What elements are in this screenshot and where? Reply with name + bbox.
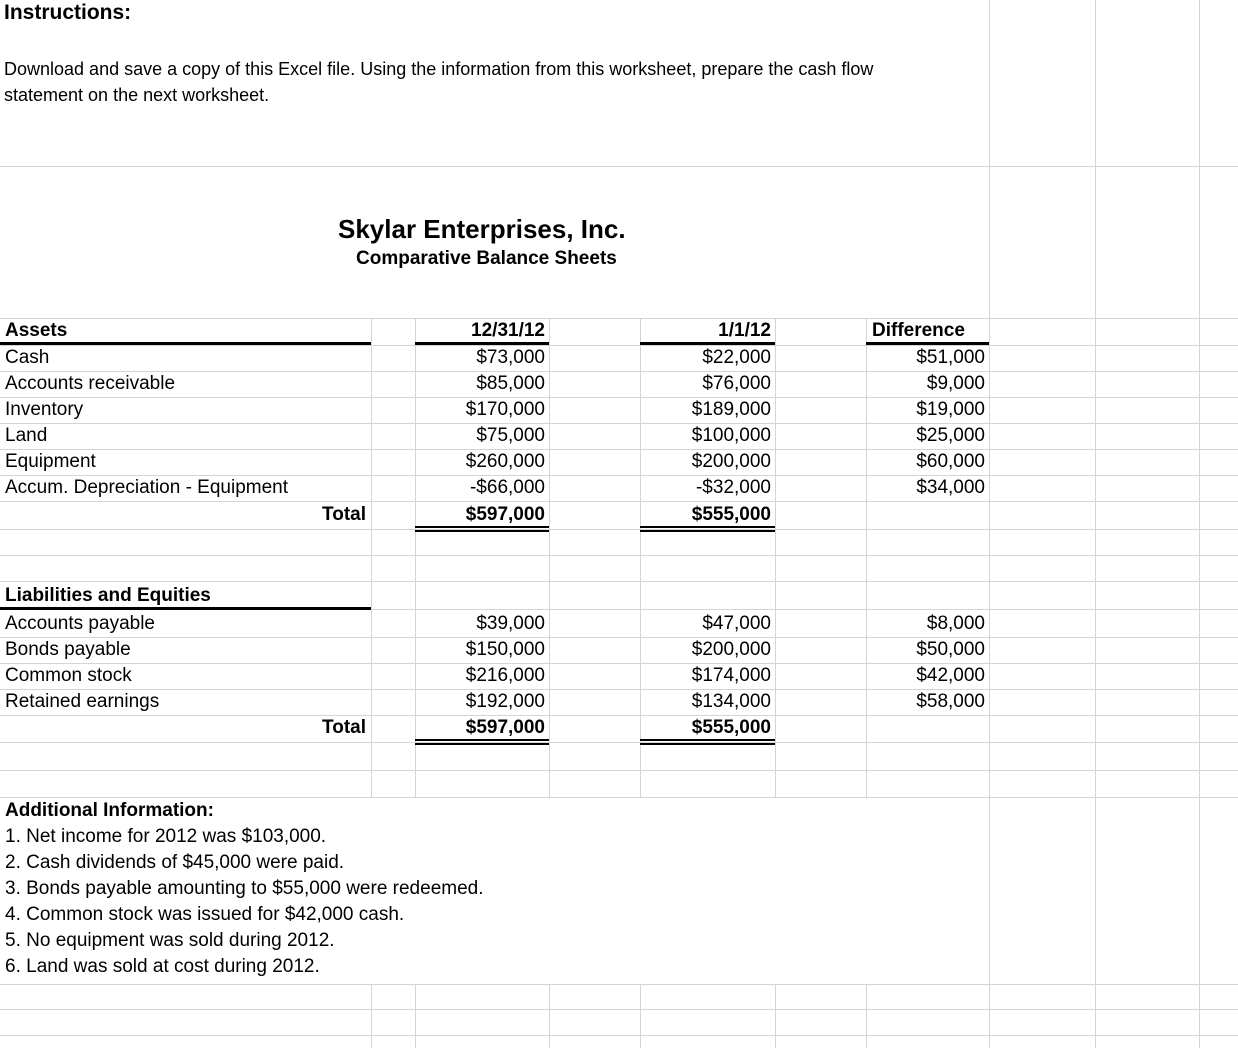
column-header-difference-underline xyxy=(866,342,989,345)
report-subtitle: Comparative Balance Sheets xyxy=(356,248,617,269)
asset-value-2011: $22,000 xyxy=(702,347,771,368)
assets-total-label: Total xyxy=(322,504,366,525)
asset-value-2011: -$32,000 xyxy=(695,477,771,498)
liabilities-total-2011-double-underline xyxy=(640,739,775,745)
liability-value-2012: $150,000 xyxy=(465,639,545,660)
instructions-line-1: Download and save a copy of this Excel file. Using the information from this worksheet, prepare the cash flow xyxy=(4,59,874,79)
asset-value-2011: $76,000 xyxy=(702,373,771,394)
liability-value-2011: $174,000 xyxy=(691,665,771,686)
liability-value-2012: $39,000 xyxy=(476,613,545,634)
asset-label: Inventory xyxy=(5,399,84,420)
asset-value-2011: $100,000 xyxy=(691,425,771,446)
liability-value-2011: $200,000 xyxy=(691,639,771,660)
additional-info-item: 6. Land was sold at cost during 2012. xyxy=(5,956,320,977)
asset-difference: $60,000 xyxy=(916,451,985,472)
column-header-2011: 1/1/12 xyxy=(718,320,771,341)
instructions-line-2: statement on the next worksheet. xyxy=(4,85,270,105)
liabilities-total-2012: $597,000 xyxy=(465,717,545,738)
asset-value-2012: $260,000 xyxy=(465,451,545,472)
asset-label: Land xyxy=(5,425,48,446)
asset-label: Accum. Depreciation - Equipment xyxy=(5,477,289,498)
liability-label: Retained earnings xyxy=(5,691,160,712)
assets-total-2012: $597,000 xyxy=(465,504,545,525)
column-header-2012-underline xyxy=(415,342,549,345)
additional-info-title: Additional Information: xyxy=(5,800,214,821)
liability-value-2011: $134,000 xyxy=(691,691,771,712)
liability-value-2012: $192,000 xyxy=(465,691,545,712)
liability-difference: $8,000 xyxy=(926,613,985,634)
assets-header-underline xyxy=(0,342,371,345)
asset-value-2012: $75,000 xyxy=(476,425,545,446)
additional-info-item: 1. Net income for 2012 was $103,000. xyxy=(5,826,327,847)
asset-label: Accounts receivable xyxy=(5,373,176,394)
asset-difference: $34,000 xyxy=(916,477,985,498)
asset-label: Equipment xyxy=(5,451,96,472)
liability-label: Bonds payable xyxy=(5,639,131,660)
asset-value-2012: -$66,000 xyxy=(469,477,545,498)
additional-info-item: 5. No equipment was sold during 2012. xyxy=(5,930,335,951)
asset-label: Cash xyxy=(5,347,50,368)
additional-info-item: 4. Common stock was issued for $42,000 cash. xyxy=(5,904,405,925)
company-name: Skylar Enterprises, Inc. xyxy=(338,214,626,244)
liability-difference: $50,000 xyxy=(916,639,985,660)
asset-value-2011: $189,000 xyxy=(691,399,771,420)
liability-value-2011: $47,000 xyxy=(702,613,771,634)
asset-difference: $25,000 xyxy=(916,425,985,446)
liability-value-2012: $216,000 xyxy=(465,665,545,686)
asset-value-2012: $85,000 xyxy=(476,373,545,394)
column-header-2011-underline xyxy=(640,342,775,345)
asset-difference: $9,000 xyxy=(926,373,985,394)
instructions-title: Instructions: xyxy=(4,1,132,24)
asset-value-2011: $200,000 xyxy=(691,451,771,472)
asset-value-2012: $73,000 xyxy=(476,347,545,368)
liability-label: Accounts payable xyxy=(5,613,155,634)
asset-value-2012: $170,000 xyxy=(465,399,545,420)
liabilities-total-2012-double-underline xyxy=(415,739,549,745)
column-header-2012: 12/31/12 xyxy=(471,320,545,341)
asset-difference: $19,000 xyxy=(916,399,985,420)
liability-label: Common stock xyxy=(5,665,132,686)
assets-header: Assets xyxy=(5,320,68,341)
column-header-difference: Difference xyxy=(872,320,965,341)
assets-total-2011-double-underline xyxy=(640,526,775,532)
liabilities-total-2011: $555,000 xyxy=(691,717,771,738)
liability-difference: $58,000 xyxy=(916,691,985,712)
liability-difference: $42,000 xyxy=(916,665,985,686)
liabilities-header: Liabilities and Equities xyxy=(5,585,211,606)
additional-info-item: 2. Cash dividends of $45,000 were paid. xyxy=(5,852,345,873)
additional-info-item: 3. Bonds payable amounting to $55,000 were redeemed. xyxy=(5,878,484,899)
liabilities-total-label: Total xyxy=(322,717,366,738)
asset-difference: $51,000 xyxy=(916,347,985,368)
liabilities-header-underline xyxy=(0,607,371,610)
assets-total-2012-double-underline xyxy=(415,526,549,532)
assets-total-2011: $555,000 xyxy=(691,504,771,525)
